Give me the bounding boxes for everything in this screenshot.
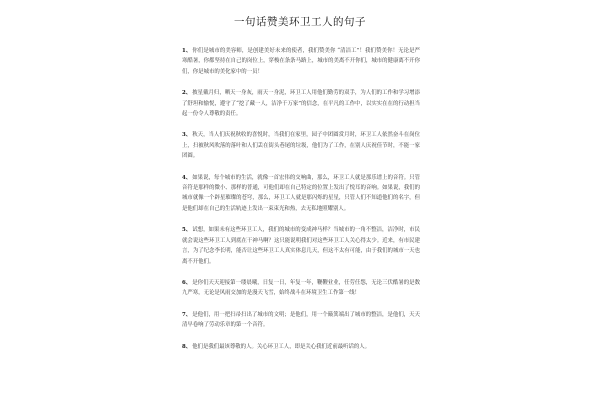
paragraph-7 <box>182 310 420 331</box>
paragraph-number: 2、 <box>182 90 192 97</box>
paragraph-1 <box>182 46 420 77</box>
paragraph-8 <box>182 342 420 352</box>
paragraph-text: 是他们，用一把扫帚扫出了城市的文明；是他们，用一个簸箕端出了城市的整洁，是他们，天天清早卷响了劳动乐章的第一个音符。 <box>182 311 420 329</box>
paragraph-text: 披星戴月归，晒天一身灰，雨天一身泥，环卫工人用他们勤劳的双手，为人们的工作和学习增添了舒坦和愉悦，遵守了“挖了藏一人，洁净千万家”的信念，在平凡的工作中，以实实在在的行动担当起一份令人尊敬的责任。 <box>182 90 420 118</box>
paragraph-2 <box>182 88 420 119</box>
paragraph-number: 7、 <box>182 311 192 318</box>
paragraph-text: 他们是我们最该尊敬的人。关心环卫工人，即是关心我们近前最听话的人。 <box>192 343 371 350</box>
paragraph-text: 试想，如果未有这些环卫工人，我们的城市的变成神马样？当城市的一角不整洁，洁净时，市民就会说这些环卫工人到底在干神马啊？这只能说明我们对这些环卫工人关心得太少。近来，有市民建言，为了纪念李长明，能否让这些环卫工人真实体息几天，但这不太有可能，由于我们的城市一天也离不开他们。 <box>182 227 420 265</box>
page-title: 一句话赞美环卫工人的句子 <box>234 16 366 28</box>
paragraph-text: 秋天，当人们庆祝秋收的喜悦时，当我们在家里，园子中团圆赏月时，环卫工人依然奋斗在岗位上，扫被秋风吹落的落叶和人们丢在街头巷尾的垃圾，他们为了工作，在别人庆祝佳节时，不能一家团圆。 <box>182 132 420 160</box>
paragraph-number: 8、 <box>182 343 192 350</box>
document-body <box>182 46 420 363</box>
paragraph-number: 1、 <box>182 48 192 54</box>
paragraph-6 <box>182 278 420 299</box>
paragraph-text: 如果说，每个城市的生活，就像一首宏伟的交响曲，那么，环卫工人就是那乐谱上的音符。只管音符是那样的微小、那样的普通，可他们却在自己特定的位置上发出了悦耳的音响。如果说，我们的城市就像一个辟星璀璨的苍穹，那么，环卫工人就是那闪烁的星星，只管人们不知道他们的名字，但是他们却在自己的生活轨迹上发出一束束光和热，去无私地照耀别人。 <box>182 174 420 212</box>
paragraph-number: 5、 <box>182 227 192 234</box>
paragraph-number: 4、 <box>182 174 192 181</box>
paragraph-number: 3、 <box>182 132 192 139</box>
paragraph-text: 你们是城市的美容师，是创建美好未来的使者，我们赞美你 “清洁工”！我们赞美你！无论是严寒酷暑，你都坚持在自己的岗位上，穿梭在条条马路上，城市的美离不开你们，城市的健康离不开你们，你是城市的美化家中的一员！ <box>182 48 420 75</box>
paragraph-4 <box>182 173 420 215</box>
paragraph-number: 6、 <box>182 279 192 286</box>
paragraph-text: 是你们天天迎接第一缕晨曦，日复一日，年复一年，鞭鞭业业，任劳任怨，无论三伏酷暑的是数九严寒，无论是风雨交加的是漫天飞雪，始终战斗在环境卫生工作第一线！ <box>182 279 420 297</box>
paragraph-5 <box>182 225 420 267</box>
paragraph-3 <box>182 130 420 161</box>
